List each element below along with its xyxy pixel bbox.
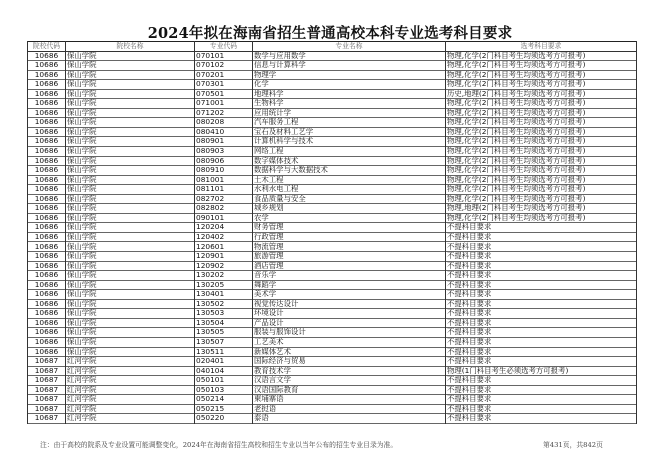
school-code-cell: 10687 — [28, 376, 66, 386]
school-name-cell: 红河学院 — [66, 385, 195, 395]
header-subject-requirement: 选考科目要求 — [446, 42, 637, 52]
school-code-cell: 10686 — [28, 232, 66, 242]
footnote: 注：由于高校的院系及专业设置可能调整变化，2024年在海南省招生高校和招生专业以当年公布的招生专业目录为准。 — [40, 441, 398, 449]
major-name-cell: 环境设计 — [253, 309, 446, 319]
major-name-cell: 数字媒体技术 — [253, 156, 446, 166]
major-code-cell: 130205 — [195, 280, 253, 290]
school-name-cell: 保山学院 — [66, 194, 195, 204]
school-name-cell: 红河学院 — [66, 357, 195, 367]
major-name-cell: 数据科学与大数据技术 — [253, 166, 446, 176]
table-row — [28, 156, 637, 166]
major-code-cell: 070501 — [195, 89, 253, 99]
major-code-cell: 080410 — [195, 127, 253, 137]
major-code-cell: 120901 — [195, 252, 253, 262]
school-code-cell: 10686 — [28, 223, 66, 233]
major-code-cell: 130401 — [195, 290, 253, 300]
major-name-cell: 汉语国际教育 — [253, 385, 446, 395]
major-name-cell: 应用统计学 — [253, 108, 446, 118]
major-code-cell: 120601 — [195, 242, 253, 252]
table-row — [28, 337, 637, 347]
subject-requirement-cell: 不提科目要求 — [446, 318, 637, 328]
major-name-cell: 工艺美术 — [253, 337, 446, 347]
subject-requirement-cell: 不提科目要求 — [446, 261, 637, 271]
table-row — [28, 99, 637, 109]
subject-requirement-cell: 物理,化学(2门科目考生均须选考方可报考) — [446, 213, 637, 223]
subject-requirement-cell: 物理,化学(2门科目考生均须选考方可报考) — [446, 127, 637, 137]
school-code-cell: 10686 — [28, 80, 66, 90]
major-name-cell: 国际经济与贸易 — [253, 357, 446, 367]
school-name-cell: 保山学院 — [66, 204, 195, 214]
table-row — [28, 299, 637, 309]
school-code-cell: 10687 — [28, 414, 66, 424]
major-name-cell: 化学 — [253, 80, 446, 90]
school-code-cell: 10687 — [28, 385, 66, 395]
school-name-cell: 保山学院 — [66, 80, 195, 90]
table-row — [28, 80, 637, 90]
header-major-code: 专业代码 — [195, 42, 253, 52]
table-row — [28, 261, 637, 271]
major-name-cell: 数学与应用数学 — [253, 51, 446, 61]
major-name-cell: 物理学 — [253, 70, 446, 80]
subject-requirement-cell: 不提科目要求 — [446, 376, 637, 386]
school-code-cell: 10686 — [28, 242, 66, 252]
school-code-cell: 10686 — [28, 166, 66, 176]
major-code-cell: 080903 — [195, 147, 253, 157]
subject-requirement-cell: 不提科目要求 — [446, 309, 637, 319]
major-name-cell: 汉语言文学 — [253, 376, 446, 386]
header-school-name: 院校名称 — [66, 42, 195, 52]
header-major-name: 专业名称 — [253, 42, 446, 52]
subject-requirement-cell: 物理,化学(2门科目考生均须选考方可报考) — [446, 137, 637, 147]
major-name-cell: 产品设计 — [253, 318, 446, 328]
table-row — [28, 252, 637, 262]
major-name-cell: 新媒体艺术 — [253, 347, 446, 357]
major-name-cell: 财务管理 — [253, 223, 446, 233]
school-name-cell: 保山学院 — [66, 137, 195, 147]
school-code-cell: 10686 — [28, 147, 66, 157]
school-code-cell: 10687 — [28, 357, 66, 367]
major-name-cell: 美术学 — [253, 290, 446, 300]
subject-requirement-cell: 不提科目要求 — [446, 223, 637, 233]
school-name-cell: 保山学院 — [66, 51, 195, 61]
major-code-cell: 050220 — [195, 414, 253, 424]
major-name-cell: 服装与服饰设计 — [253, 328, 446, 338]
subject-requirement-cell: 不提科目要求 — [446, 328, 637, 338]
subject-requirement-cell: 物理(1门科目考生必须选考方可报考) — [446, 366, 637, 376]
table-row — [28, 309, 637, 319]
major-code-cell: 081101 — [195, 185, 253, 195]
major-name-cell: 农学 — [253, 213, 446, 223]
major-name-cell: 视觉传达设计 — [253, 299, 446, 309]
major-code-cell: 050214 — [195, 395, 253, 405]
school-name-cell: 保山学院 — [66, 290, 195, 300]
major-code-cell: 130507 — [195, 337, 253, 347]
subject-requirement-cell: 不提科目要求 — [446, 280, 637, 290]
school-name-cell: 保山学院 — [66, 347, 195, 357]
subject-requirement-cell: 不提科目要求 — [446, 404, 637, 414]
school-code-cell: 10686 — [28, 137, 66, 147]
major-code-cell: 090101 — [195, 213, 253, 223]
requirements-table — [27, 41, 637, 424]
school-code-cell: 10686 — [28, 271, 66, 281]
school-code-cell: 10686 — [28, 51, 66, 61]
school-code-cell: 10686 — [28, 61, 66, 71]
major-name-cell: 泰语 — [253, 414, 446, 424]
school-name-cell: 保山学院 — [66, 89, 195, 99]
table-row — [28, 185, 637, 195]
subject-requirement-cell: 物理,地理(2门科目考生均须选考方可报考) — [446, 204, 637, 214]
major-code-cell: 120402 — [195, 232, 253, 242]
table-row — [28, 347, 637, 357]
school-name-cell: 保山学院 — [66, 156, 195, 166]
table-header-row — [28, 42, 637, 52]
major-name-cell: 网络工程 — [253, 147, 446, 157]
subject-requirement-cell: 不提科目要求 — [446, 385, 637, 395]
major-name-cell: 汽车服务工程 — [253, 118, 446, 128]
subject-requirement-cell: 物理,化学(2门科目考生均须选考方可报考) — [446, 70, 637, 80]
major-code-cell: 130502 — [195, 299, 253, 309]
major-name-cell: 音乐学 — [253, 271, 446, 281]
major-name-cell: 老挝语 — [253, 404, 446, 414]
subject-requirement-cell: 不提科目要求 — [446, 357, 637, 367]
major-code-cell: 080906 — [195, 156, 253, 166]
subject-requirement-cell: 不提科目要求 — [446, 395, 637, 405]
table-row — [28, 414, 637, 424]
subject-requirement-cell: 物理,化学(2门科目考生均须选考方可报考) — [446, 147, 637, 157]
school-name-cell: 保山学院 — [66, 318, 195, 328]
school-code-cell: 10686 — [28, 337, 66, 347]
school-name-cell: 保山学院 — [66, 252, 195, 262]
subject-requirement-cell: 物理,化学(2门科目考生均须选考方可报考) — [446, 99, 637, 109]
table-row — [28, 147, 637, 157]
school-code-cell: 10686 — [28, 194, 66, 204]
subject-requirement-cell: 历史,地理(2门科目考生均须选考方可报考) — [446, 89, 637, 99]
table-row — [28, 137, 637, 147]
major-code-cell: 081001 — [195, 175, 253, 185]
school-name-cell: 红河学院 — [66, 366, 195, 376]
table-row — [28, 166, 637, 176]
major-code-cell: 082702 — [195, 194, 253, 204]
major-code-cell: 071202 — [195, 108, 253, 118]
school-name-cell: 保山学院 — [66, 185, 195, 195]
school-code-cell: 10686 — [28, 213, 66, 223]
school-code-cell: 10686 — [28, 347, 66, 357]
school-code-cell: 10686 — [28, 318, 66, 328]
table-row — [28, 328, 637, 338]
major-code-cell: 020401 — [195, 357, 253, 367]
major-code-cell: 080208 — [195, 118, 253, 128]
subject-requirement-cell: 物理,化学(2门科目考生均须选考方可报考) — [446, 185, 637, 195]
table-row — [28, 213, 637, 223]
major-code-cell: 050103 — [195, 385, 253, 395]
school-code-cell: 10686 — [28, 261, 66, 271]
school-code-cell: 10686 — [28, 280, 66, 290]
school-name-cell: 保山学院 — [66, 232, 195, 242]
subject-requirement-cell: 不提科目要求 — [446, 290, 637, 300]
major-code-cell: 080910 — [195, 166, 253, 176]
major-code-cell: 071001 — [195, 99, 253, 109]
header-school-code: 院校代码 — [28, 42, 66, 52]
table-row — [28, 223, 637, 233]
school-code-cell: 10686 — [28, 127, 66, 137]
school-code-cell: 10686 — [28, 118, 66, 128]
subject-requirement-cell: 物理,化学(2门科目考生均须选考方可报考) — [446, 80, 637, 90]
table-row — [28, 70, 637, 80]
table-row — [28, 280, 637, 290]
major-code-cell: 130504 — [195, 318, 253, 328]
subject-requirement-cell: 不提科目要求 — [446, 271, 637, 281]
school-code-cell: 10686 — [28, 108, 66, 118]
subject-requirement-cell: 不提科目要求 — [446, 232, 637, 242]
table-row — [28, 357, 637, 367]
major-name-cell: 城乡规划 — [253, 204, 446, 214]
school-code-cell: 10686 — [28, 299, 66, 309]
subject-requirement-cell: 物理,化学(2门科目考生均须选考方可报考) — [446, 61, 637, 71]
school-code-cell: 10686 — [28, 70, 66, 80]
major-code-cell: 080901 — [195, 137, 253, 147]
school-name-cell: 保山学院 — [66, 271, 195, 281]
major-name-cell: 水利水电工程 — [253, 185, 446, 195]
school-code-cell: 10687 — [28, 404, 66, 414]
table-row — [28, 318, 637, 328]
school-code-cell: 10687 — [28, 395, 66, 405]
major-code-cell: 070101 — [195, 51, 253, 61]
school-name-cell: 保山学院 — [66, 328, 195, 338]
school-name-cell: 保山学院 — [66, 223, 195, 233]
major-name-cell: 生物科学 — [253, 99, 446, 109]
subject-requirement-cell: 物理,化学(2门科目考生均须选考方可报考) — [446, 51, 637, 61]
school-name-cell: 红河学院 — [66, 404, 195, 414]
subject-requirement-cell: 物理,化学(2门科目考生均须选考方可报考) — [446, 175, 637, 185]
major-name-cell: 信息与计算科学 — [253, 61, 446, 71]
major-code-cell: 070102 — [195, 61, 253, 71]
school-name-cell: 保山学院 — [66, 299, 195, 309]
major-name-cell: 旅游管理 — [253, 252, 446, 262]
major-code-cell: 082802 — [195, 204, 253, 214]
table-row — [28, 366, 637, 376]
school-name-cell: 保山学院 — [66, 242, 195, 252]
major-name-cell: 物流管理 — [253, 242, 446, 252]
major-code-cell: 050215 — [195, 404, 253, 414]
school-code-cell: 10686 — [28, 156, 66, 166]
table-row — [28, 242, 637, 252]
school-name-cell: 保山学院 — [66, 99, 195, 109]
major-name-cell: 酒店管理 — [253, 261, 446, 271]
school-name-cell: 红河学院 — [66, 395, 195, 405]
table-row — [28, 404, 637, 414]
school-name-cell: 保山学院 — [66, 118, 195, 128]
school-code-cell: 10686 — [28, 175, 66, 185]
table-row — [28, 61, 637, 71]
school-name-cell: 红河学院 — [66, 376, 195, 386]
subject-requirement-cell: 不提科目要求 — [446, 252, 637, 262]
school-name-cell: 红河学院 — [66, 414, 195, 424]
major-name-cell: 地理科学 — [253, 89, 446, 99]
table-row — [28, 395, 637, 405]
table-body — [28, 51, 637, 423]
subject-requirement-cell: 不提科目要求 — [446, 337, 637, 347]
major-code-cell: 130202 — [195, 271, 253, 281]
school-code-cell: 10686 — [28, 204, 66, 214]
table-row — [28, 118, 637, 128]
major-code-cell: 040104 — [195, 366, 253, 376]
table-row — [28, 194, 637, 204]
school-name-cell: 保山学院 — [66, 70, 195, 80]
subject-requirement-cell: 物理,化学(2门科目考生均须选考方可报考) — [446, 108, 637, 118]
table-row — [28, 232, 637, 242]
table-row — [28, 127, 637, 137]
table-row — [28, 175, 637, 185]
school-name-cell: 保山学院 — [66, 61, 195, 71]
school-name-cell: 保山学院 — [66, 166, 195, 176]
table-row — [28, 89, 637, 99]
school-code-cell: 10686 — [28, 99, 66, 109]
subject-requirement-cell: 不提科目要求 — [446, 347, 637, 357]
major-name-cell: 舞蹈学 — [253, 280, 446, 290]
document-title: 2024年拟在海南省招生普通高校本科专业选考科目要求 — [147, 25, 513, 42]
major-name-cell: 食品质量与安全 — [253, 194, 446, 204]
subject-requirement-cell: 不提科目要求 — [446, 242, 637, 252]
school-name-cell: 保山学院 — [66, 337, 195, 347]
major-name-cell: 土木工程 — [253, 175, 446, 185]
major-code-cell: 070201 — [195, 70, 253, 80]
table-row — [28, 385, 637, 395]
major-name-cell: 宝石及材料工艺学 — [253, 127, 446, 137]
major-code-cell: 120204 — [195, 223, 253, 233]
subject-requirement-cell: 物理,化学(2门科目考生均须选考方可报考) — [446, 166, 637, 176]
major-name-cell: 计算机科学与技术 — [253, 137, 446, 147]
school-code-cell: 10686 — [28, 89, 66, 99]
subject-requirement-cell: 物理,化学(2门科目考生均须选考方可报考) — [446, 156, 637, 166]
subject-requirement-cell: 物理,化学(2门科目考生均须选考方可报考) — [446, 194, 637, 204]
table-row — [28, 271, 637, 281]
school-name-cell: 保山学院 — [66, 280, 195, 290]
page-number: 第431页，共842页 — [543, 441, 603, 449]
school-code-cell: 10686 — [28, 309, 66, 319]
school-code-cell: 10687 — [28, 366, 66, 376]
subject-requirement-cell: 不提科目要求 — [446, 414, 637, 424]
school-name-cell: 保山学院 — [66, 108, 195, 118]
major-code-cell: 120902 — [195, 261, 253, 271]
table-row — [28, 290, 637, 300]
major-name-cell: 柬埔寨语 — [253, 395, 446, 405]
subject-requirement-cell: 不提科目要求 — [446, 299, 637, 309]
school-name-cell: 保山学院 — [66, 127, 195, 137]
major-code-cell: 070301 — [195, 80, 253, 90]
school-name-cell: 保山学院 — [66, 261, 195, 271]
school-code-cell: 10686 — [28, 290, 66, 300]
table-row — [28, 51, 637, 61]
school-name-cell: 保山学院 — [66, 213, 195, 223]
table-row — [28, 376, 637, 386]
school-code-cell: 10686 — [28, 328, 66, 338]
major-code-cell: 130505 — [195, 328, 253, 338]
school-code-cell: 10686 — [28, 252, 66, 262]
major-name-cell: 教育技术学 — [253, 366, 446, 376]
school-name-cell: 保山学院 — [66, 175, 195, 185]
major-code-cell: 050101 — [195, 376, 253, 386]
table-row — [28, 204, 637, 214]
major-name-cell: 行政管理 — [253, 232, 446, 242]
subject-requirement-cell: 物理,化学(2门科目考生均须选考方可报考) — [446, 118, 637, 128]
school-name-cell: 保山学院 — [66, 147, 195, 157]
school-name-cell: 保山学院 — [66, 309, 195, 319]
major-code-cell: 130503 — [195, 309, 253, 319]
table-row — [28, 108, 637, 118]
major-code-cell: 130511 — [195, 347, 253, 357]
school-code-cell: 10686 — [28, 185, 66, 195]
